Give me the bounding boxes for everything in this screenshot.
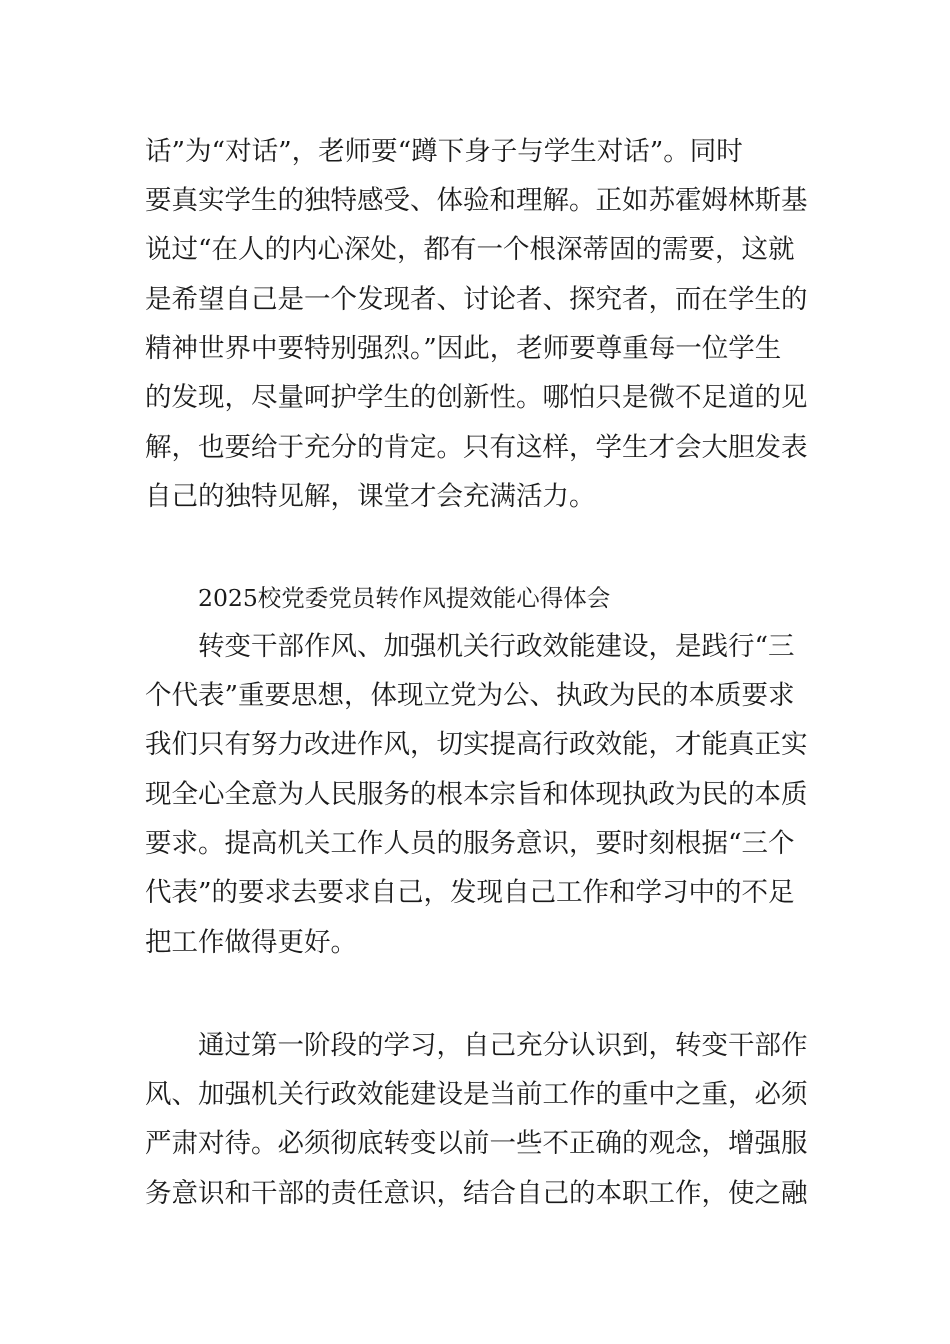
text-line: 是希望自己是一个发现者、讨论者、探究者，而在学生的 — [145, 284, 808, 315]
text-line: 我们只有努力改进作风，切实提高行政效能，才能真正实 — [145, 729, 808, 760]
text-line: 自己的独特见解，课堂才会充满活力。 — [145, 481, 596, 512]
text-line: 的发现，尽量呵护学生的创新性。哪怕只是微不足道的见 — [145, 382, 808, 413]
text-line: 严肃对待。必须彻底转变以前一些不正确的观念，增强服 — [145, 1128, 808, 1159]
section-title: 2025校党委党员转作风提效能心得体会 — [198, 584, 611, 612]
text-line: 话”为“对话”，老师要“蹲下身子与学生对话”。同时 — [145, 136, 743, 167]
text-line: 精神世界中要特别强烈。”因此，老师要尊重每一位学生 — [145, 333, 782, 364]
text-line: 代表”的要求去要求自己，发现自己工作和学习中的不足 — [145, 877, 795, 908]
text-line: 通过第一阶段的学习，自己充分认识到，转变干部作 — [198, 1030, 808, 1061]
text-line: 现全心全意为人民服务的根本宗旨和体现执政为民的本质 — [145, 779, 808, 810]
text-line: 解，也要给于充分的肯定。只有这样，学生才会大胆发表 — [145, 432, 808, 463]
text-line: 个代表”重要思想，体现立党为公、执政为民的本质要求 — [145, 680, 795, 711]
text-line: 把工作做得更好。 — [145, 927, 357, 958]
text-line: 风、加强机关行政效能建设是当前工作的重中之重，必须 — [145, 1079, 808, 1110]
text-line: 要真实学生的独特感受、体验和理解。正如苏霍姆林斯基 — [145, 185, 808, 216]
text-line: 务意识和干部的责任意识，结合自己的本职工作，使之融 — [145, 1178, 808, 1209]
text-line: 说过“在人的内心深处，都有一个根深蒂固的需要，这就 — [145, 234, 795, 265]
text-line: 要求。提高机关工作人员的服务意识，要时刻根据“三个 — [145, 828, 795, 859]
text-line: 转变干部作风、加强机关行政效能建设，是践行“三 — [198, 631, 795, 662]
